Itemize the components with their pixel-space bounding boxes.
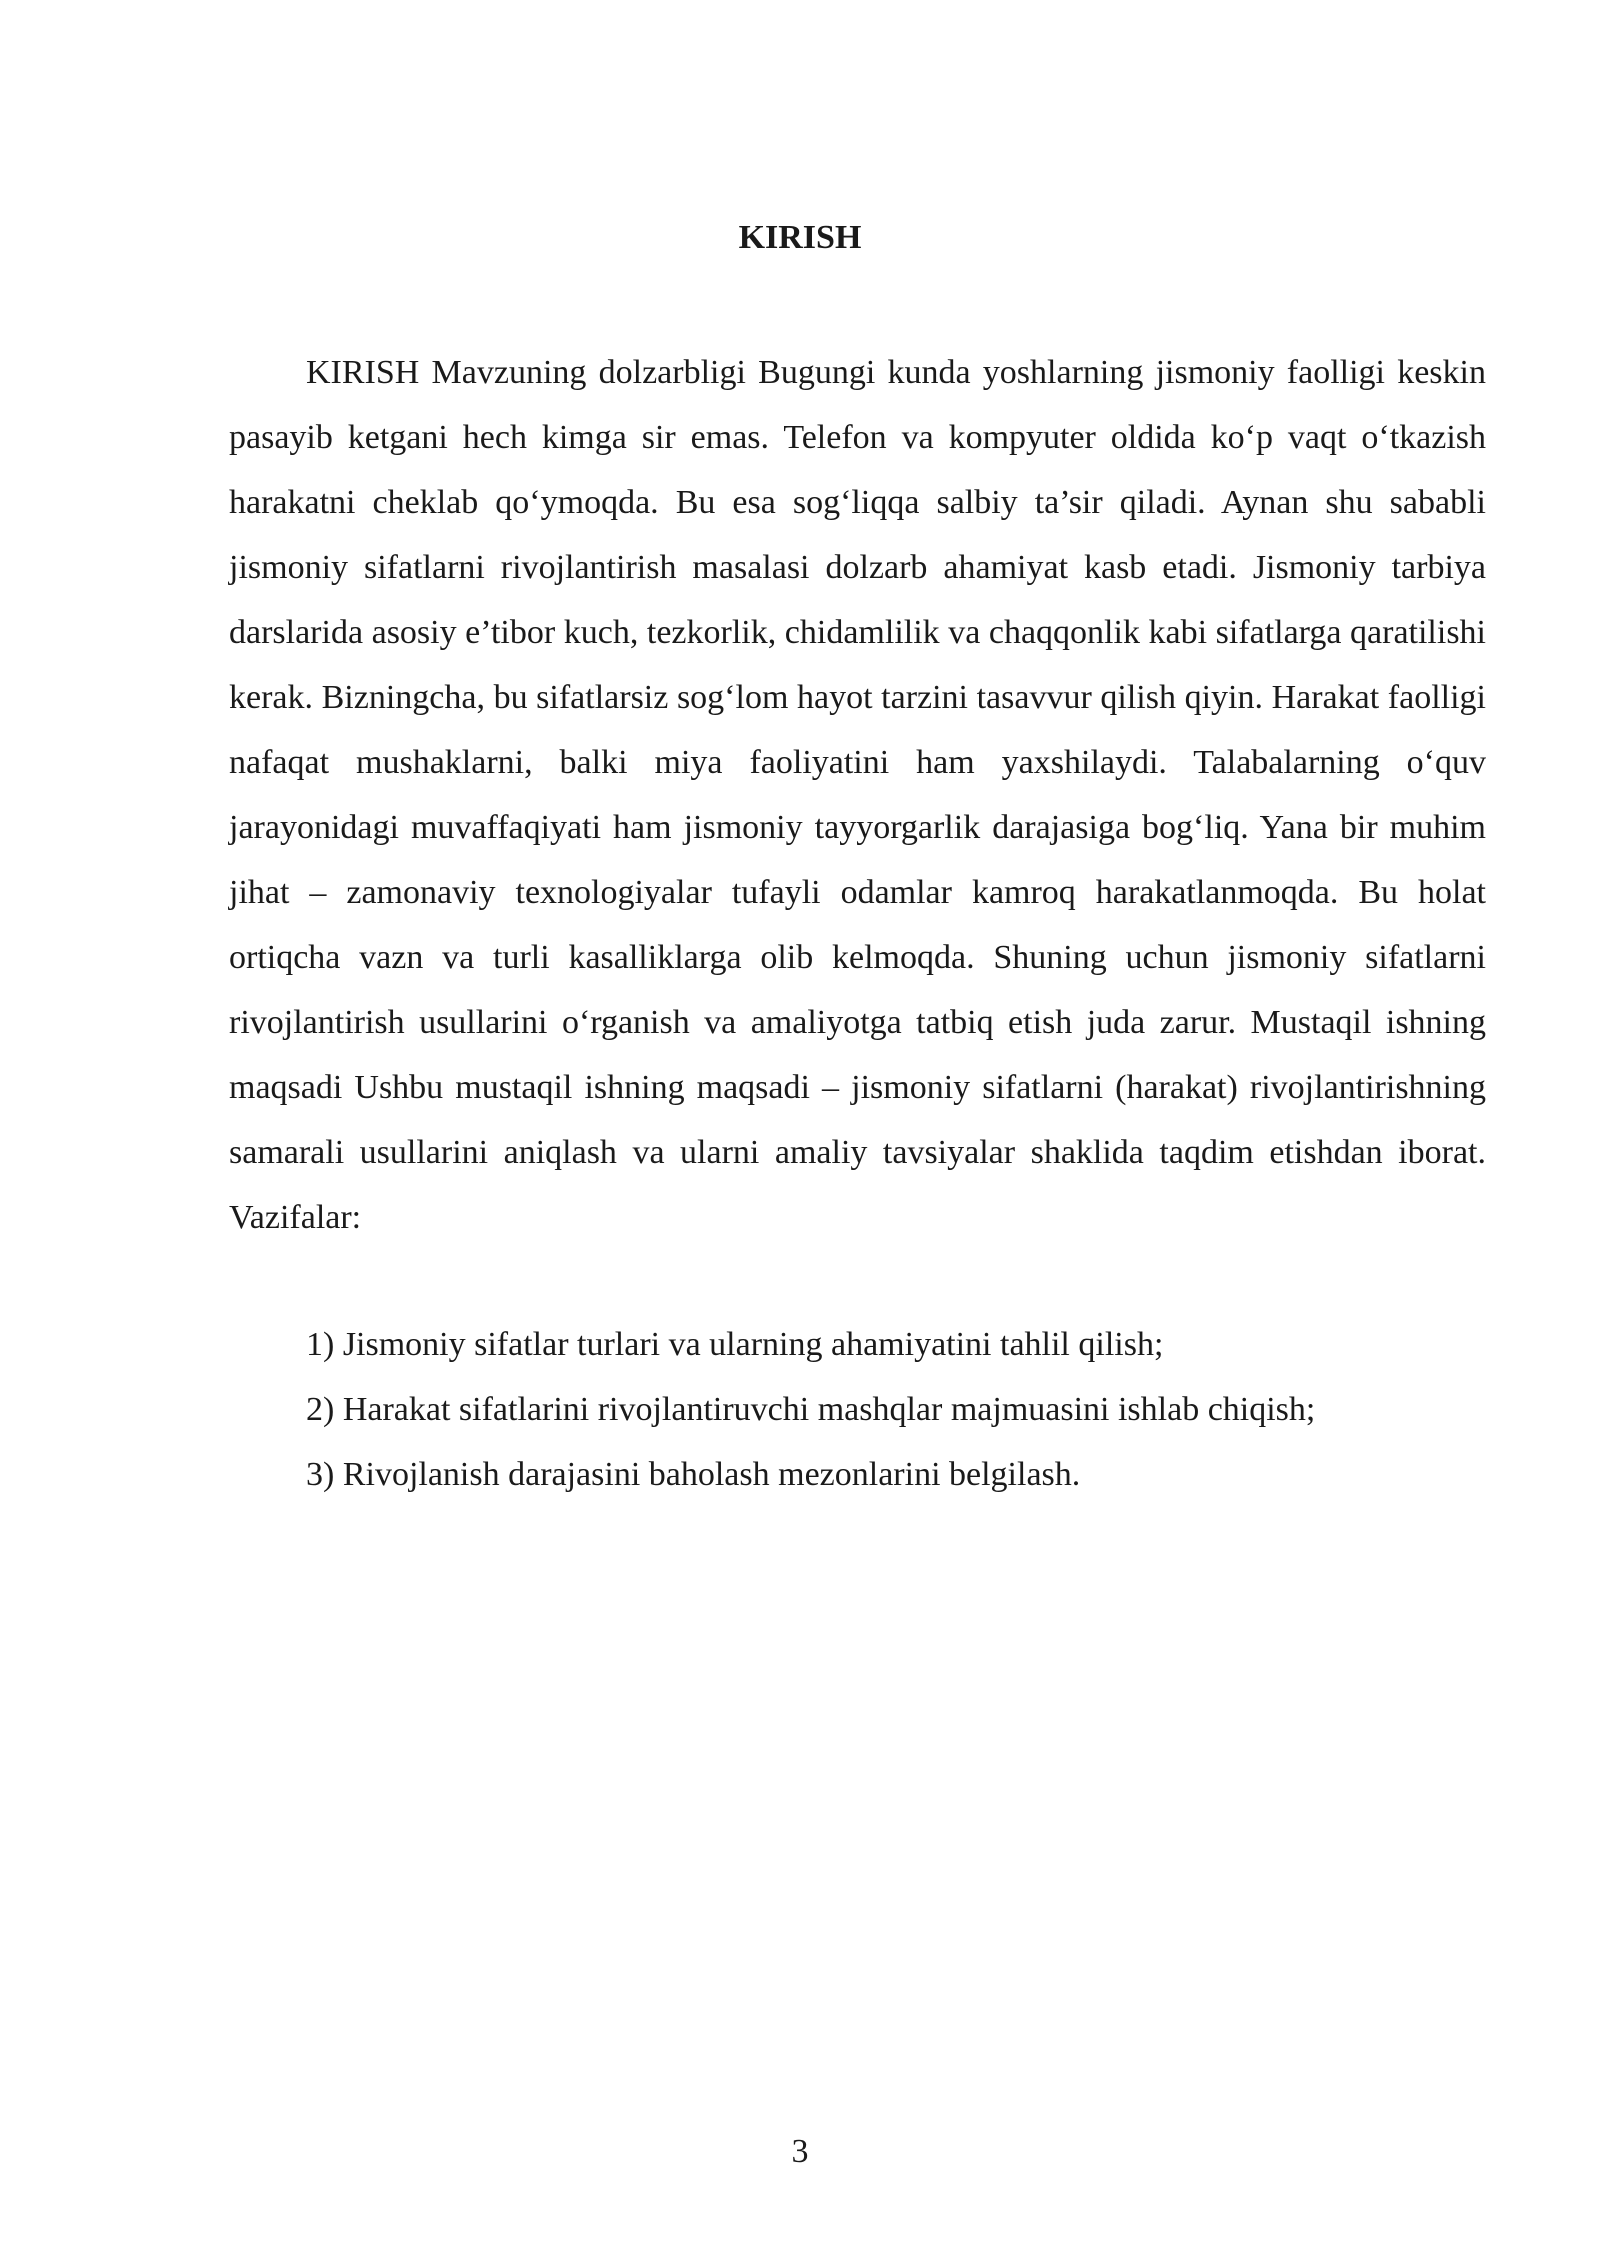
list-item: 2) Harakat sifatlarini rivojlantiruvchi mashqlar majmuasini ishlab chiqish;: [306, 1391, 1316, 1428]
intro-paragraph: KIRISH Mavzuning dolzarbligi Bugungi kunda yoshlarning jismoniy faolligi keskin pasayib ketgani hech kimga sir emas. Telefon va kompyuter oldida ko‘p vaqt o‘tkazish harakatni cheklab qo‘ymoqda. Bu esa sog‘liqqa salbiy ta’sir qiladi. Aynan shu sababli jismoniy sifatlarni rivojlantirish masalasi dolzarb ahamiyat kasb etadi. Jismoniy tarbiya darslarida asosiy e’tibor kuch, tezkorlik, chidamlilik va chaqqonlik kabi sifatlarga qaratilishi kerak. Bizningcha, bu sifatlarsiz sog‘lom hayot tarzini tasavvur qilish qiyin. Harakat faolligi nafaqat mushaklarni, balki miya faoliyatini ham yaxshilaydi. Talabalarning o‘quv jarayonidagi muvaffaqiyati ham jismoniy tayyorgarlik darajasiga bog‘liq. Yana bir muhim jihat – zamonaviy texnologiyalar tufayli odamlar kamroq harakatlanmoqda. Bu holat ortiqcha vazn va turli kasalliklarga olib kelmoqda. Shuning uchun jismoniy sifatlarni rivojlantirish usullarini o‘rganish va amaliyotga tatbiq etish juda zarur. Mustaqil ishning maqsadi Ushbu mustaqil ishning maqsadi – jismoniy sifatlarni (harakat) rivojlantirishning samarali usullarini aniqlash va ularni amaliy tavsiyalar shaklida taqdim etishdan iborat. Vazifalar:: [229, 354, 1486, 1236]
task-list: [306, 1312, 1486, 1507]
list-item: 1) Jismoniy sifatlar turlari va ularning ahamiyatini tahlil qilish;: [306, 1326, 1164, 1363]
list-item: 3) Rivojlanish darajasini baholash mezonlarini belgilash.: [306, 1456, 1081, 1493]
page-title: KIRISH: [738, 219, 862, 256]
page-number: 3: [791, 2133, 809, 2170]
